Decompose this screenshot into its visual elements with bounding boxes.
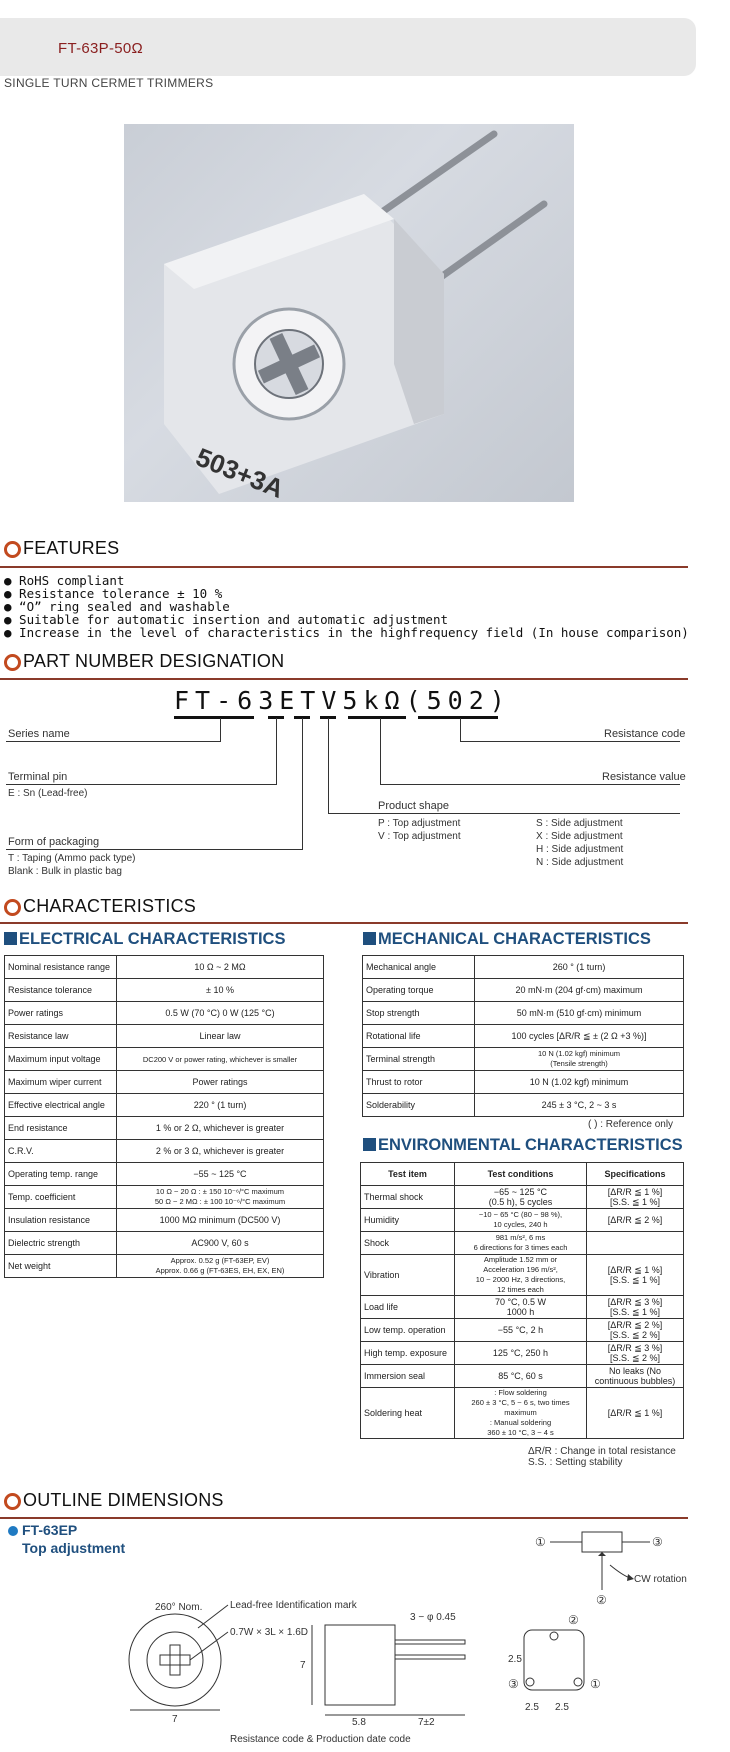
divider (0, 922, 688, 924)
row-label: Operating temp. range (5, 1163, 117, 1186)
row-label: Resistance law (5, 1025, 117, 1048)
product-photo (124, 124, 574, 502)
row-value: 20 mN·m (204 gf·cm) maximum (475, 979, 684, 1002)
table-row (5, 1094, 324, 1117)
table-row (5, 1163, 324, 1186)
feature-item: ● RoHS compliant (4, 573, 125, 588)
row-label: Power ratings (5, 1002, 117, 1025)
part-number-code: FT-63ETV5kΩ(502) (174, 686, 511, 715)
row-value: 1000 MΩ minimum (DC500 V) (117, 1209, 324, 1232)
row-label: Soldering heat (361, 1388, 455, 1439)
pin1-label: ① (590, 1677, 601, 1691)
row-value: [ΔR/R ≦ 1 %] [S.S. ≦ 1 %] (587, 1255, 684, 1296)
row-value: [ΔR/R ≦ 3 %] [S.S. ≦ 1 %] (587, 1296, 684, 1319)
divider (0, 678, 688, 680)
table-row (5, 1071, 324, 1094)
row-value (587, 1232, 684, 1255)
table-row (5, 1186, 324, 1209)
row-label: Temp. coefficient (5, 1186, 117, 1209)
column-header: Test item (361, 1163, 455, 1186)
environmental-table (360, 1162, 684, 1439)
table-row (361, 1342, 684, 1365)
shape-v: V : Top adjustment (378, 831, 461, 842)
row-value: [ΔR/R ≦ 3 %] [S.S. ≦ 2 %] (587, 1342, 684, 1365)
photo-marking: 503+3A (191, 441, 289, 502)
table-row (5, 956, 324, 979)
pins-dim-label: 3 − φ 0.45 (410, 1612, 456, 1623)
bullet-circle-icon (4, 541, 21, 558)
row-value: 260 ° (1 turn) (475, 956, 684, 979)
row-value: 0.5 W (70 °C) 0 W (125 °C) (117, 1002, 324, 1025)
row-label: Low temp. operation (361, 1319, 455, 1342)
connector-line (380, 784, 680, 785)
mechanical-table (362, 955, 684, 1117)
delta-note: ΔR/R : Change in total resistance (528, 1446, 676, 1457)
row-value: 70 °C, 0.5 W 1000 h (455, 1296, 587, 1319)
table-row (5, 1232, 324, 1255)
pin3-label: ③ (508, 1677, 519, 1691)
row-value: AC900 V, 60 s (117, 1232, 324, 1255)
divider (0, 566, 688, 568)
reference-note: ( ) : Reference only (588, 1119, 674, 1130)
features-list (4, 574, 689, 639)
shape-n: N : Side adjustment (536, 857, 624, 868)
table-row (5, 1048, 324, 1071)
row-label: Terminal strength (363, 1048, 475, 1071)
dim-label: 5.8 (352, 1717, 366, 1728)
table-row (361, 1186, 684, 1209)
row-value: 1 % or 2 Ω, whichever is greater (117, 1117, 324, 1140)
dim-label: 7 (300, 1660, 306, 1671)
table-row (5, 1255, 324, 1278)
dim-label: 2.5 (508, 1654, 522, 1665)
feature-item: ● Resistance tolerance ± 10 % (4, 586, 223, 601)
row-label: Thermal shock (361, 1186, 455, 1209)
dim-label: 2.5 (525, 1702, 539, 1713)
row-value: 2 % or 3 Ω, whichever is greater (117, 1140, 324, 1163)
feature-item: ● “O” ring sealed and washable (4, 599, 230, 614)
row-label: Solderability (363, 1094, 475, 1117)
ss-note: S.S. : Setting stability (528, 1457, 623, 1468)
pin2-label: ② (568, 1613, 579, 1627)
row-value: 10 Ω ~ 20 Ω : ± 150 10⁻⁶/°C maximum 50 Ω ~ 2 MΩ : ± 100 10⁻⁶/°C maximum (117, 1186, 324, 1209)
table-row (363, 1002, 684, 1025)
square-bullet-icon (363, 932, 376, 945)
row-value: ± 10 % (117, 979, 324, 1002)
pin2-label: ② (596, 1593, 607, 1607)
mechanical-heading: MECHANICAL CHARACTERISTICS (363, 930, 651, 949)
row-label: C.R.V. (5, 1140, 117, 1163)
row-value: [ΔR/R ≦ 1 %] (587, 1388, 684, 1439)
cw-rotation-label: CW rotation (634, 1574, 687, 1585)
table-row (5, 1140, 324, 1163)
row-value: 125 °C, 250 h (455, 1342, 587, 1365)
shape-x: X : Side adjustment (536, 831, 623, 842)
table-row (361, 1209, 684, 1232)
code-underline (418, 716, 498, 719)
table-row (5, 1209, 324, 1232)
row-label: Mechanical angle (363, 956, 475, 979)
connector-line (6, 784, 277, 785)
connector-line (460, 718, 461, 741)
row-label: Nominal resistance range (5, 956, 117, 979)
table-row (361, 1365, 684, 1388)
table-row (5, 1117, 324, 1140)
packaging-label: Form of packaging (8, 836, 100, 848)
row-value: 981 m/s², 6 ms 6 directions for 3 times each (455, 1232, 587, 1255)
table-row (361, 1255, 684, 1296)
row-label: Insulation resistance (5, 1209, 117, 1232)
row-label: Shock (361, 1232, 455, 1255)
res-code-label: Resistance code & Production date code (230, 1734, 411, 1745)
row-label: Resistance tolerance (5, 979, 117, 1002)
row-value: −10 ~ 65 °C (80 ~ 98 %), 10 cycles, 240 h (455, 1209, 587, 1232)
connector-line (6, 849, 303, 850)
row-value: DC200 V or power rating, whichever is smaller (117, 1048, 324, 1071)
product-shape-label: Product shape (378, 800, 449, 812)
bullet-circle-icon (4, 899, 21, 916)
connector-line (220, 718, 221, 741)
connector-line (276, 718, 277, 784)
environmental-heading: ENVIRONMENTAL CHARACTERISTICS (363, 1136, 683, 1155)
table-row (363, 1025, 684, 1048)
table-row (5, 1025, 324, 1048)
table-row (361, 1232, 684, 1255)
row-value: −55 ~ 125 °C (117, 1163, 324, 1186)
column-header: Test conditions (455, 1163, 587, 1186)
model-subtitle: Top adjustment (22, 1540, 126, 1556)
dim-label: 7 (172, 1714, 178, 1725)
table-row (363, 1071, 684, 1094)
table-row (5, 979, 324, 1002)
connector-line (460, 741, 680, 742)
row-value: Approx. 0.52 g (FT-63EP, EV) Approx. 0.66 g (FT-63ES, EH, EX, EN) (117, 1255, 324, 1278)
connector-line (380, 718, 381, 784)
model-name: FT-63EP (22, 1522, 78, 1538)
row-value: 100 cycles [ΔR/R ≦ ± (2 Ω +3 %)] (475, 1025, 684, 1048)
row-value: Linear law (117, 1025, 324, 1048)
shape-p: P : Top adjustment (378, 818, 461, 829)
resistance-value-label: Resistance value (602, 771, 686, 783)
row-label: Stop strength (363, 1002, 475, 1025)
connector-line (302, 718, 303, 849)
row-value: [ΔR/R ≦ 1 %] [S.S. ≦ 1 %] (587, 1186, 684, 1209)
resistance-code-label: Resistance code (604, 728, 686, 740)
row-label: Dielectric strength (5, 1232, 117, 1255)
table-row (363, 1048, 684, 1071)
square-bullet-icon (4, 932, 17, 945)
bullet-circle-icon (4, 1493, 21, 1510)
row-value: [ΔR/R ≦ 2 %] (587, 1209, 684, 1232)
table-row (363, 1094, 684, 1117)
table-row (363, 979, 684, 1002)
dim-label: 2.5 (555, 1702, 569, 1713)
row-label: Humidity (361, 1209, 455, 1232)
row-value: −55 °C, 2 h (455, 1319, 587, 1342)
row-value: 220 ° (1 turn) (117, 1094, 324, 1117)
column-header: Specifications (587, 1163, 684, 1186)
connector-line (328, 718, 329, 813)
row-value: 10 N (1.02 kgf) minimum (Tensile strength) (475, 1048, 684, 1071)
row-label: High temp. exposure (361, 1342, 455, 1365)
table-row (361, 1296, 684, 1319)
slot-dim-label: 0.7W × 3L × 1.6D (230, 1627, 309, 1638)
code-underline (348, 716, 406, 719)
table-row (361, 1319, 684, 1342)
feature-item: ● Suitable for automatic insertion and automatic adjustment (4, 612, 449, 627)
square-bullet-icon (363, 1138, 376, 1151)
row-value: 10 N (1.02 kgf) minimum (475, 1071, 684, 1094)
lead-free-label: Lead-free Identification mark (230, 1600, 357, 1611)
electrical-heading: ELECTRICAL CHARACTERISTICS (4, 930, 285, 949)
row-value: 10 Ω ~ 2 MΩ (117, 956, 324, 979)
row-value: No leaks (No continuous bubbles) (587, 1365, 684, 1388)
row-value: Amplitude 1.52 mm or Acceleration 196 m/s², 10 ~ 2000 Hz, 3 directions, 12 times each (455, 1255, 587, 1296)
series-name-label: Series name (8, 728, 70, 740)
packaging-blank: Blank : Bulk in plastic bag (8, 866, 122, 877)
pin3-label: ③ (652, 1535, 663, 1549)
row-label: Maximum wiper current (5, 1071, 117, 1094)
row-label: Effective electrical angle (5, 1094, 117, 1117)
row-label: End resistance (5, 1117, 117, 1140)
row-label: Thrust to rotor (363, 1071, 475, 1094)
code-underline (174, 716, 254, 719)
pin1-label: ① (535, 1535, 546, 1549)
row-value: 85 °C, 60 s (455, 1365, 587, 1388)
connector-line (328, 813, 680, 814)
row-value: : Flow soldering 260 ± 3 °C, 5 ~ 6 s, two times maximum : Manual soldering 360 ± 10 °C, 3 ~ 4 s (455, 1388, 587, 1439)
row-label: Net weight (5, 1255, 117, 1278)
row-value: Power ratings (117, 1071, 324, 1094)
feature-item: ● Increase in the level of characteristics in the highfrequency field (In house comparison) (4, 625, 689, 640)
table-row (361, 1388, 684, 1439)
dim-label: 7±2 (418, 1717, 435, 1728)
shape-s: S : Side adjustment (536, 818, 623, 829)
row-label: Operating torque (363, 979, 475, 1002)
divider (0, 1517, 688, 1519)
row-label: Rotational life (363, 1025, 475, 1048)
electrical-table (4, 955, 324, 1278)
connector-line (6, 741, 221, 742)
row-label: Load life (361, 1296, 455, 1319)
bullet-circle-icon (4, 654, 21, 671)
table-row (5, 1002, 324, 1025)
row-label: Vibration (361, 1255, 455, 1296)
shape-h: H : Side adjustment (536, 844, 624, 855)
terminal-pin-label: Terminal pin (8, 771, 68, 783)
row-value: [ΔR/R ≦ 2 %] [S.S. ≦ 2 %] (587, 1319, 684, 1342)
row-value: 50 mN·m (510 gf·cm) minimum (475, 1002, 684, 1025)
row-value: −65 ~ 125 °C (0.5 h), 5 cycles (455, 1186, 587, 1209)
page-subtitle: SINGLE TURN CERMET TRIMMERS (4, 76, 214, 90)
page-title: FT-63P-50Ω (58, 40, 144, 57)
row-label: Maximum input voltage (5, 1048, 117, 1071)
packaging-t: T : Taping (Ammo pack type) (8, 853, 136, 864)
table-row (363, 956, 684, 979)
row-value: 245 ± 3 °C, 2 ~ 3 s (475, 1094, 684, 1117)
outline-drawing (0, 1520, 730, 1752)
row-label: Immersion seal (361, 1365, 455, 1388)
terminal-pin-e: E : Sn (Lead-free) (8, 788, 88, 799)
nom-label: 260° Nom. (155, 1602, 203, 1613)
